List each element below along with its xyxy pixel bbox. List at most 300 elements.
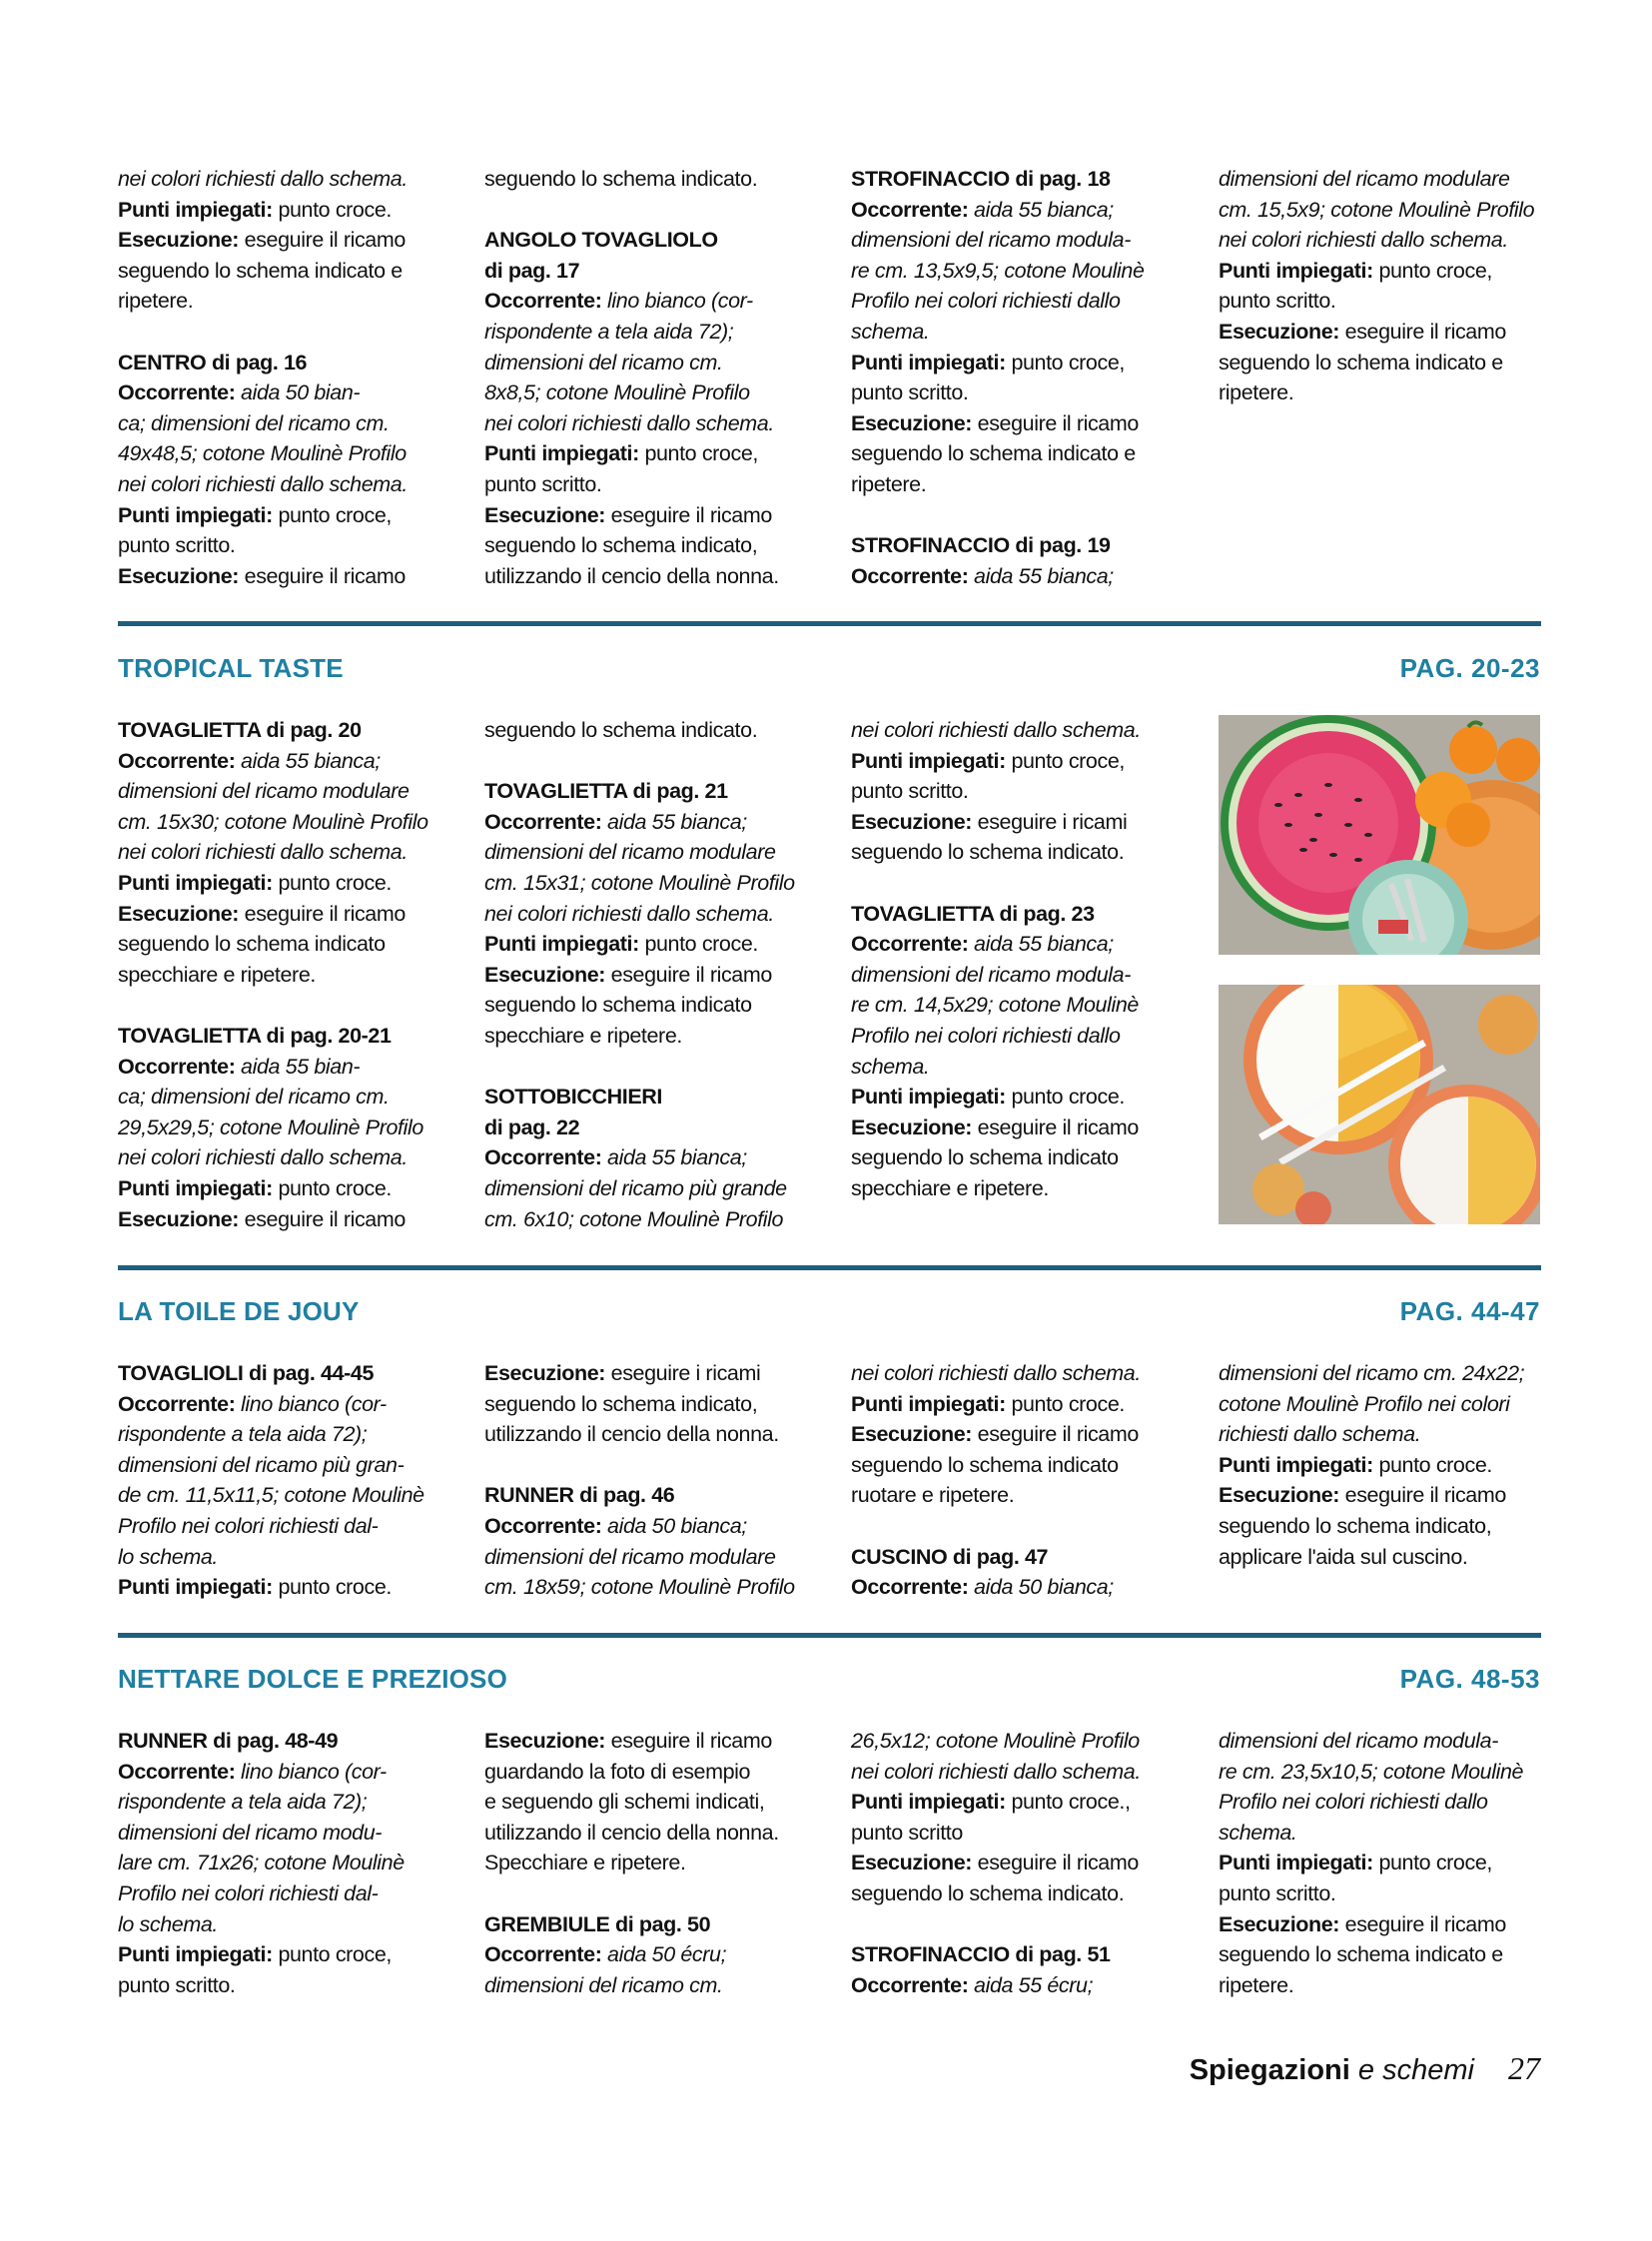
- text-line: [118, 929, 447, 960]
- italic-text: Profilo nei colori richiesti dallo: [1219, 1790, 1488, 1815]
- text-line: [1219, 1757, 1548, 1788]
- text-line: [851, 1848, 1181, 1878]
- body-text: eseguire il ricamo: [977, 410, 1139, 435]
- paragraph-gap: [484, 195, 814, 226]
- bold-text: Punti impiegati:: [118, 502, 279, 527]
- bold-text: Esecuzione:: [1219, 1483, 1345, 1508]
- italic-text: Profilo nei colori richiesti dal-: [118, 1880, 379, 1905]
- paragraph-gap: [118, 990, 447, 1021]
- body-text: eseguire il ricamo: [1344, 1483, 1506, 1508]
- body-text: punto croce,: [1378, 258, 1492, 283]
- text-line: [1219, 1970, 1548, 2001]
- text-column: [851, 1726, 1181, 2000]
- body-text: eseguire i ricami: [610, 1361, 761, 1385]
- section-page-range: PAG. 44-47: [1399, 1296, 1540, 1326]
- italic-text: nei colori richiesti dallo schema.: [484, 410, 774, 435]
- body-text: eseguire il ricamo: [977, 1115, 1139, 1139]
- bold-text: Occorrente:: [484, 809, 608, 834]
- italic-text: rispondente a tela aida 72);: [118, 1790, 368, 1815]
- body-text: punto croce,: [278, 1942, 392, 1967]
- text-column: [1219, 164, 1548, 408]
- body-text: seguendo lo schema indicato,: [484, 1391, 758, 1416]
- text-line: [851, 561, 1181, 592]
- paragraph-gap: [118, 317, 447, 348]
- italic-text: nei colori richiesti dallo schema.: [118, 840, 408, 865]
- text-line: [484, 1419, 814, 1450]
- paragraph-gap: [484, 1052, 814, 1083]
- text-column: [118, 1358, 447, 1603]
- text-line: [1219, 377, 1548, 408]
- body-text: punto croce.: [1011, 1391, 1125, 1416]
- body-text: eseguire il ricamo: [610, 962, 772, 987]
- text-line: [484, 377, 814, 408]
- text-line: [484, 1757, 814, 1788]
- text-line: [851, 164, 1181, 195]
- text-column: [118, 715, 447, 1234]
- body-text: punto croce,: [278, 502, 392, 527]
- text-line: [851, 377, 1181, 408]
- body-text: eseguire il ricamo: [977, 1422, 1139, 1447]
- body-text: guardando la foto di esempio: [484, 1759, 751, 1784]
- bold-text: Punti impiegati:: [1219, 1452, 1379, 1477]
- bold-text: Punti impiegati:: [118, 870, 279, 895]
- text-line: [851, 1021, 1181, 1052]
- bold-text: Occorrente:: [484, 1942, 608, 1967]
- text-line: [851, 1173, 1181, 1204]
- text-line: [118, 1818, 447, 1849]
- body-text: punto scritto.: [1219, 289, 1336, 314]
- page-number: 27: [1508, 2050, 1540, 2086]
- text-line: [484, 438, 814, 469]
- paragraph-gap: [851, 1511, 1181, 1542]
- body-text: punto croce,: [1011, 350, 1125, 374]
- text-line: [1219, 1389, 1548, 1420]
- body-text: punto croce.: [278, 197, 392, 222]
- bold-text: TOVAGLIETTA di pag. 20: [118, 718, 362, 742]
- body-text: seguendo lo schema indicato.: [484, 167, 758, 191]
- body-text: seguendo lo schema indicato: [118, 932, 386, 957]
- text-line: [118, 1358, 447, 1389]
- bold-text: Occorrente:: [851, 197, 975, 222]
- bold-text: Punti impiegati:: [851, 1085, 1012, 1110]
- italic-text: rispondente a tela aida 72);: [484, 319, 734, 344]
- italic-text: lo schema.: [118, 1911, 218, 1936]
- italic-text: re cm. 23,5x10,5; cotone Moulinè: [1219, 1759, 1524, 1784]
- text-line: [484, 1970, 814, 2001]
- text-line: [1219, 1848, 1548, 1878]
- text-column: [484, 1726, 814, 2000]
- text-line: [1219, 286, 1548, 317]
- body-text: utilizzando il cencio della nonna.: [484, 1422, 779, 1447]
- text-line: [484, 348, 814, 378]
- text-line: [1219, 1878, 1548, 1909]
- body-text: ripetere.: [1219, 380, 1294, 405]
- bold-text: Punti impiegati:: [118, 1942, 279, 1967]
- text-line: [484, 1358, 814, 1389]
- bold-text: Occorrente:: [118, 380, 242, 405]
- body-text: specchiare e ripetere.: [851, 1175, 1049, 1200]
- italic-text: nei colori richiesti dallo schema.: [118, 167, 408, 191]
- italic-text: de cm. 11,5x11,5; cotone Moulinè: [118, 1483, 424, 1508]
- text-line: [118, 1113, 447, 1143]
- italic-text: ca; dimensioni del ricamo cm.: [118, 410, 390, 435]
- text-line: [484, 469, 814, 500]
- italic-text: rispondente a tela aida 72);: [118, 1422, 368, 1447]
- italic-text: nei colori richiesti dallo schema.: [851, 1759, 1141, 1784]
- italic-text: aida 50 bian-: [241, 380, 361, 405]
- bold-text: Punti impiegati:: [118, 1575, 279, 1600]
- text-line: [118, 1173, 447, 1204]
- text-line: [118, 1419, 447, 1450]
- italic-text: 26,5x12; cotone Moulinè Profilo: [851, 1729, 1140, 1753]
- italic-text: Profilo nei colori richiesti dal-: [118, 1513, 379, 1538]
- bold-text: Occorrente:: [851, 932, 975, 957]
- italic-text: nei colori richiesti dallo schema.: [851, 718, 1141, 742]
- body-text: punto scritto.: [851, 779, 969, 804]
- text-line: [851, 1419, 1181, 1450]
- text-line: [851, 1542, 1181, 1573]
- body-text: eseguire il ricamo: [1344, 319, 1506, 344]
- italic-text: dimensioni del ricamo più grande: [484, 1175, 787, 1200]
- text-line: [1219, 1480, 1548, 1511]
- italic-text: dimensioni del ricamo modulare: [118, 779, 410, 804]
- italic-text: re cm. 13,5x9,5; cotone Moulinè: [851, 258, 1145, 283]
- italic-text: dimensioni del ricamo cm.: [484, 1972, 723, 1997]
- italic-text: lino bianco (cor-: [241, 1391, 387, 1416]
- body-text: specchiare e ripetere.: [118, 962, 316, 987]
- text-line: [118, 438, 447, 469]
- body-text: seguendo lo schema indicato e: [851, 441, 1136, 466]
- text-line: [484, 500, 814, 531]
- text-line: [118, 286, 447, 317]
- text-line: [851, 317, 1181, 348]
- text-line: [851, 715, 1181, 746]
- italic-text: lo schema.: [118, 1544, 218, 1569]
- italic-text: ca; dimensioni del ricamo cm.: [118, 1085, 390, 1110]
- body-text: ruotare e ripetere.: [851, 1483, 1015, 1508]
- text-line: [118, 408, 447, 439]
- body-text: applicare l'aida sul cuscino.: [1219, 1544, 1468, 1569]
- paragraph-gap: [851, 500, 1181, 531]
- body-text: seguendo lo schema indicato.: [851, 1880, 1125, 1905]
- italic-text: cm. 6x10; cotone Moulinè Profilo: [484, 1206, 784, 1231]
- text-line: [851, 1358, 1181, 1389]
- text-line: [851, 960, 1181, 991]
- text-column: [851, 715, 1181, 1204]
- italic-text: dimensioni del ricamo più gran-: [118, 1452, 405, 1477]
- body-text: punto scritto: [851, 1820, 963, 1845]
- bold-text: STROFINACCIO di pag. 18: [851, 167, 1111, 191]
- text-line: [484, 1021, 814, 1052]
- text-line: [118, 1389, 447, 1420]
- text-line: [484, 164, 814, 195]
- text-line: [1219, 1511, 1548, 1542]
- body-text: seguendo lo schema indicato,: [1219, 1513, 1492, 1538]
- bold-text: Esecuzione:: [484, 502, 611, 527]
- italic-text: aida 55 bian-: [241, 1054, 361, 1079]
- bold-text: TOVAGLIOLI di pag. 44-45: [118, 1361, 375, 1385]
- text-line: [118, 868, 447, 899]
- italic-text: nei colori richiesti dallo schema.: [851, 1361, 1141, 1385]
- text-line: [1219, 164, 1548, 195]
- text-line: [484, 225, 814, 256]
- bold-text: TOVAGLIETTA di pag. 21: [484, 779, 728, 804]
- italic-text: 49x48,5; cotone Moulinè Profilo: [118, 441, 407, 466]
- section-divider: [118, 1265, 1541, 1270]
- body-text: seguendo lo schema indicato.: [484, 718, 758, 742]
- text-line: [851, 807, 1181, 838]
- body-text: eseguire il ricamo: [244, 228, 406, 253]
- text-line: [851, 899, 1181, 930]
- bold-text: Punti impiegati:: [851, 1391, 1012, 1416]
- italic-text: aida 50 bianca;: [607, 1513, 747, 1538]
- text-line: [1219, 256, 1548, 287]
- text-line: [484, 1082, 814, 1113]
- italic-text: dimensioni del ricamo modulare: [484, 840, 776, 865]
- italic-text: aida 50 bianca;: [974, 1575, 1114, 1600]
- text-line: [1219, 1450, 1548, 1481]
- text-line: [118, 1052, 447, 1083]
- text-column: [484, 715, 814, 1234]
- body-text: utilizzando il cencio della nonna.: [484, 563, 779, 588]
- text-line: [118, 1909, 447, 1940]
- bold-text: Esecuzione:: [484, 962, 611, 987]
- body-text: punto croce,: [1011, 748, 1125, 773]
- text-line: [851, 348, 1181, 378]
- bold-text: RUNNER di pag. 46: [484, 1483, 675, 1508]
- bold-text: Occorrente:: [118, 1759, 242, 1784]
- text-line: [851, 530, 1181, 561]
- italic-text: dimensioni del ricamo modula-: [851, 228, 1131, 253]
- citrus-plates-image: [1219, 985, 1540, 1224]
- text-line: [851, 1726, 1181, 1757]
- text-line: [484, 929, 814, 960]
- bold-text: Occorrente:: [118, 1391, 242, 1416]
- bold-text: Punti impiegati:: [851, 1790, 1012, 1815]
- body-text: punto scritto.: [118, 1972, 236, 1997]
- bold-text: Occorrente:: [851, 1972, 975, 1997]
- italic-text: richiesti dallo schema.: [1219, 1422, 1421, 1447]
- text-line: [484, 1204, 814, 1235]
- text-line: [118, 960, 447, 991]
- bold-text: Punti impiegati:: [118, 197, 279, 222]
- body-text: ripetere.: [1219, 1972, 1294, 1997]
- body-text: seguendo lo schema indicato: [851, 1452, 1119, 1477]
- text-line: [851, 746, 1181, 777]
- section-title: NETTARE DOLCE E PREZIOSO: [118, 1664, 508, 1694]
- italic-text: aida 50 écru;: [607, 1942, 727, 1967]
- italic-text: cotone Moulinè Profilo nei colori: [1219, 1391, 1510, 1416]
- text-line: [851, 1052, 1181, 1083]
- text-line: [118, 1726, 447, 1757]
- watermelon-plate-image: [1219, 715, 1540, 955]
- italic-text: re cm. 14,5x29; cotone Moulinè: [851, 993, 1139, 1018]
- italic-text: cm. 15,5x9; cotone Moulinè Profilo: [1219, 197, 1535, 222]
- text-line: [118, 469, 447, 500]
- text-column: [118, 164, 447, 591]
- body-text: punto croce.: [1378, 1452, 1492, 1477]
- italic-text: cm. 18x59; cotone Moulinè Profilo: [484, 1575, 795, 1600]
- section-page-range: PAG. 48-53: [1399, 1664, 1540, 1694]
- body-text: eseguire il ricamo: [244, 563, 406, 588]
- text-line: [1219, 225, 1548, 256]
- body-text: ripetere.: [118, 289, 194, 314]
- body-text: eseguire il ricamo: [977, 1851, 1139, 1875]
- italic-text: nei colori richiesti dallo schema.: [118, 1145, 408, 1170]
- bold-text: RUNNER di pag. 48-49: [118, 1729, 339, 1753]
- italic-text: 8x8,5; cotone Moulinè Profilo: [484, 380, 750, 405]
- body-text: punto croce.: [278, 1175, 392, 1200]
- italic-text: aida 55 bianca;: [974, 197, 1114, 222]
- section-divider: [118, 621, 1541, 626]
- text-line: [1219, 1726, 1548, 1757]
- citrus-plates-photo: [1219, 985, 1540, 1224]
- section-title: TROPICAL TASTE: [118, 653, 344, 683]
- text-line: [118, 195, 447, 226]
- footer-subtitle: e schemi: [1357, 2054, 1474, 2086]
- italic-text: aida 55 bianca;: [607, 809, 747, 834]
- italic-text: dimensioni del ricamo cm. 24x22;: [1219, 1361, 1525, 1385]
- text-line: [484, 561, 814, 592]
- text-line: [851, 438, 1181, 469]
- italic-text: aida 55 bianca;: [607, 1145, 747, 1170]
- text-line: [851, 929, 1181, 960]
- bold-text: Esecuzione:: [484, 1361, 611, 1385]
- body-text: punto croce,: [1378, 1851, 1492, 1875]
- text-line: [118, 1204, 447, 1235]
- text-line: [118, 500, 447, 531]
- body-text: punto scritto.: [1219, 1880, 1336, 1905]
- text-line: [118, 899, 447, 930]
- text-line: [851, 1878, 1181, 1909]
- text-line: [851, 225, 1181, 256]
- text-column: [118, 1726, 447, 2000]
- bold-text: SOTTOBICCHIERI: [484, 1085, 662, 1110]
- text-line: [118, 837, 447, 868]
- body-text: punto croce.: [644, 932, 758, 957]
- text-column: [484, 1358, 814, 1603]
- text-line: [851, 469, 1181, 500]
- text-line: [851, 776, 1181, 807]
- text-column: [851, 164, 1181, 591]
- bold-text: Esecuzione:: [118, 901, 245, 926]
- text-line: [851, 1939, 1181, 1970]
- text-line: [484, 256, 814, 287]
- bold-text: Occorrente:: [851, 563, 975, 588]
- text-line: [118, 1970, 447, 2001]
- text-line: [1219, 195, 1548, 226]
- body-text: seguendo lo schema indicato e: [118, 258, 403, 283]
- bold-text: Occorrente:: [851, 1575, 975, 1600]
- bold-text: Esecuzione:: [1219, 1911, 1345, 1936]
- text-line: [484, 715, 814, 746]
- italic-text: dimensioni del ricamo modulare: [484, 1544, 776, 1569]
- section-divider: [118, 1633, 1541, 1638]
- text-line: [484, 868, 814, 899]
- bold-text: Punti impiegati:: [118, 1175, 279, 1200]
- text-line: [118, 1572, 447, 1603]
- bold-text: CENTRO di pag. 16: [118, 350, 308, 374]
- text-line: [118, 256, 447, 287]
- text-column: [851, 1358, 1181, 1603]
- body-text: punto scritto.: [118, 533, 236, 558]
- text-line: [851, 1572, 1181, 1603]
- bold-text: Punti impiegati:: [484, 441, 645, 466]
- body-text: seguendo lo schema indicato: [484, 993, 752, 1018]
- bold-text: Esecuzione:: [1219, 319, 1345, 344]
- bold-text: Esecuzione:: [851, 1422, 978, 1447]
- text-line: [118, 1878, 447, 1909]
- text-line: [851, 1787, 1181, 1818]
- text-line: [118, 746, 447, 777]
- text-line: [851, 1757, 1181, 1788]
- section-page-range: PAG. 20-23: [1399, 653, 1540, 683]
- italic-text: schema.: [851, 319, 930, 344]
- text-line: [484, 1939, 814, 1970]
- italic-text: cm. 15x31; cotone Moulinè Profilo: [484, 870, 795, 895]
- italic-text: schema.: [1219, 1820, 1297, 1845]
- body-text: specchiare e ripetere.: [484, 1023, 682, 1048]
- text-column: [1219, 1358, 1548, 1572]
- text-line: [118, 1142, 447, 1173]
- text-line: [118, 1511, 447, 1542]
- italic-text: nei colori richiesti dallo schema.: [1219, 228, 1508, 253]
- bold-text: STROFINACCIO di pag. 19: [851, 533, 1111, 558]
- body-text: eseguire il ricamo: [244, 901, 406, 926]
- text-line: [484, 1848, 814, 1878]
- text-line: [484, 1909, 814, 1940]
- text-line: [118, 377, 447, 408]
- bold-text: ANGOLO TOVAGLIOLO: [484, 228, 718, 253]
- text-line: [484, 1542, 814, 1573]
- body-text: seguendo lo schema indicato e: [1219, 1942, 1503, 1967]
- body-text: punto scritto.: [851, 380, 969, 405]
- italic-text: cm. 15x30; cotone Moulinè Profilo: [118, 809, 428, 834]
- italic-text: nei colori richiesti dallo schema.: [118, 471, 408, 496]
- text-line: [118, 715, 447, 746]
- bold-text: Occorrente:: [484, 289, 608, 314]
- text-line: [851, 195, 1181, 226]
- paragraph-gap: [851, 1909, 1181, 1940]
- body-text: eseguire il ricamo: [610, 502, 772, 527]
- bold-text: Esecuzione:: [851, 410, 978, 435]
- italic-text: Profilo nei colori richiesti dallo: [851, 289, 1121, 314]
- section-title: LA TOILE DE JOUY: [118, 1296, 360, 1326]
- bold-text: Esecuzione:: [118, 1206, 245, 1231]
- bold-text: Esecuzione:: [118, 228, 245, 253]
- text-line: [484, 317, 814, 348]
- text-line: [118, 1480, 447, 1511]
- text-line: [118, 530, 447, 561]
- footer-title: Spiegazioni: [1189, 2054, 1350, 2086]
- body-text: Specchiare e ripetere.: [484, 1851, 686, 1875]
- text-line: [1219, 348, 1548, 378]
- bold-text: Esecuzione:: [851, 1115, 978, 1139]
- bold-text: TOVAGLIETTA di pag. 20-21: [118, 1023, 392, 1048]
- text-line: [118, 1021, 447, 1052]
- text-line: [484, 807, 814, 838]
- text-line: [1219, 1419, 1548, 1450]
- text-line: [484, 776, 814, 807]
- text-line: [484, 1818, 814, 1849]
- body-text: punto croce.: [278, 1575, 392, 1600]
- text-line: [851, 1389, 1181, 1420]
- body-text: utilizzando il cencio della nonna.: [484, 1820, 779, 1845]
- text-line: [484, 1142, 814, 1173]
- text-line: [484, 1173, 814, 1204]
- body-text: eseguire il ricamo: [1344, 1911, 1506, 1936]
- text-line: [851, 408, 1181, 439]
